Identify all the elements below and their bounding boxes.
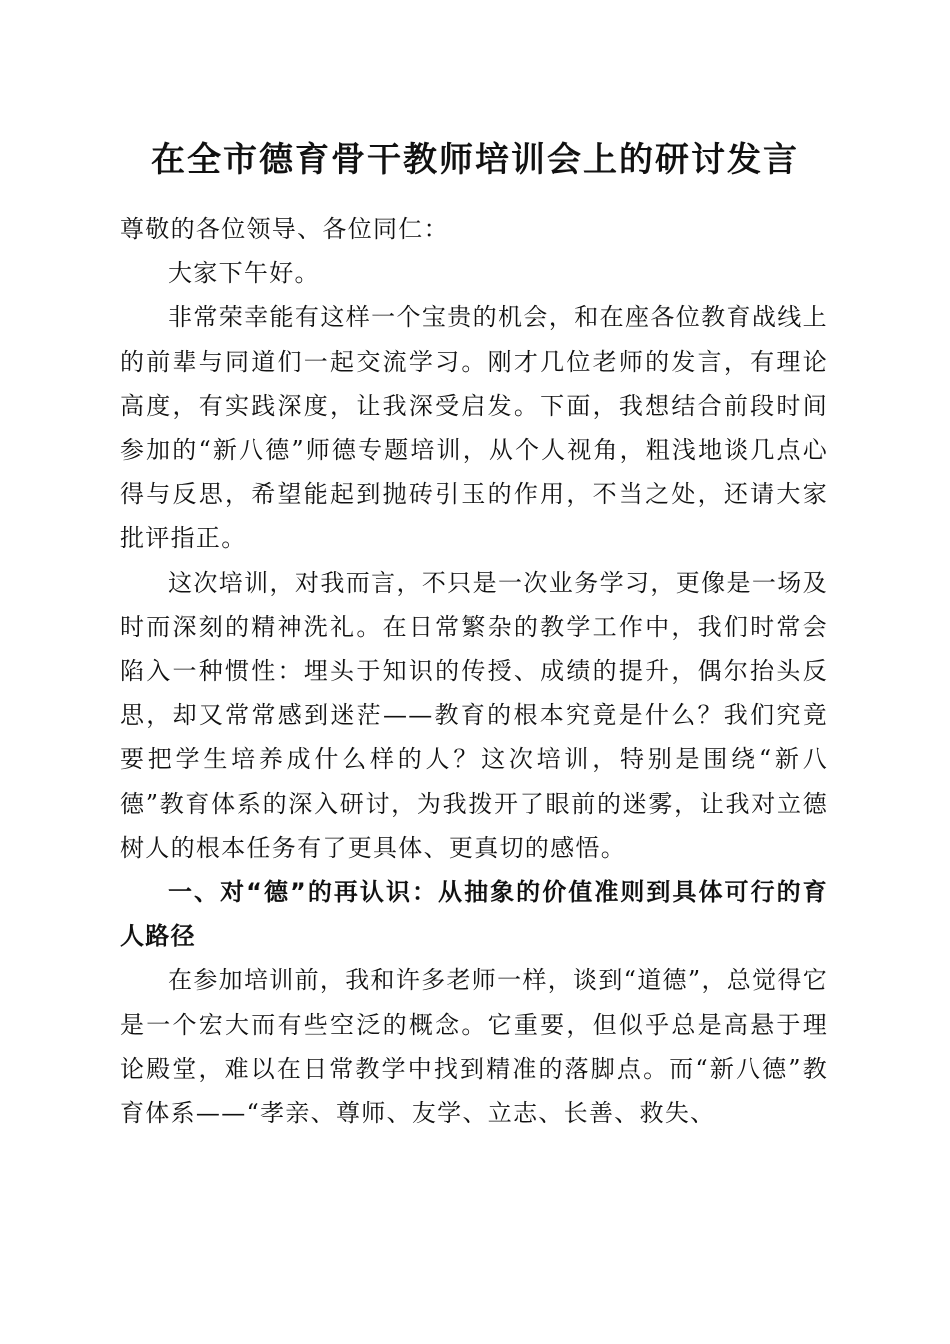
salutation: 尊敬的各位领导、各位同仁： (120, 215, 449, 243)
document-body (120, 207, 828, 1135)
greeting: 大家下午好。 (168, 259, 320, 288)
section-1-paragraph: 在参加培训前，我和许多老师一样，谈到“道德”，总觉得它是一个宏大而有些空泛的概念。它重要，但似乎总是高悬于理论殿堂，难以在日常教学中找到精准的落脚点。而“新八德”教育体系——“孝亲、尊师、友学、立志、长善、救失、 (120, 966, 828, 1128)
paragraph-intro: 非常荣幸能有这样一个宝贵的机会，和在座各位教育战线上的前辈与同道们一起交流学习。刚才几位老师的发言，有理论高度，有实践深度，让我深受启发。下面，我想结合前段时间参加的“新八德”师德专题培训，从个人视角，粗浅地谈几点心得与反思，希望能起到抛砖引玉的作用，不当之处，还请大家批评指正。 (120, 303, 828, 553)
section-heading-1: 一、对“德”的再认识：从抽象的价值准则到具体可行的育人路径 (120, 878, 828, 951)
paragraph-training: 这次培训，对我而言，不只是一次业务学习，更像是一场及时而深刻的精神洗礼。在日常繁杂的教学工作中，我们时常会陷入一种惯性：埋头于知识的传授、成绩的提升，偶尔抬头反思，却又常常感到迷茫——教育的根本究竟是什么？我们究竟要把学生培养成什么样的人？这次培训，特别是围绕“新八德”教育体系的深入研讨，为我拨开了眼前的迷雾，让我对立德树人的根本任务有了更具体、更真切的感悟。 (120, 568, 828, 862)
document-title: 在全市德育骨干教师培训会上的研讨发言 (151, 140, 799, 180)
